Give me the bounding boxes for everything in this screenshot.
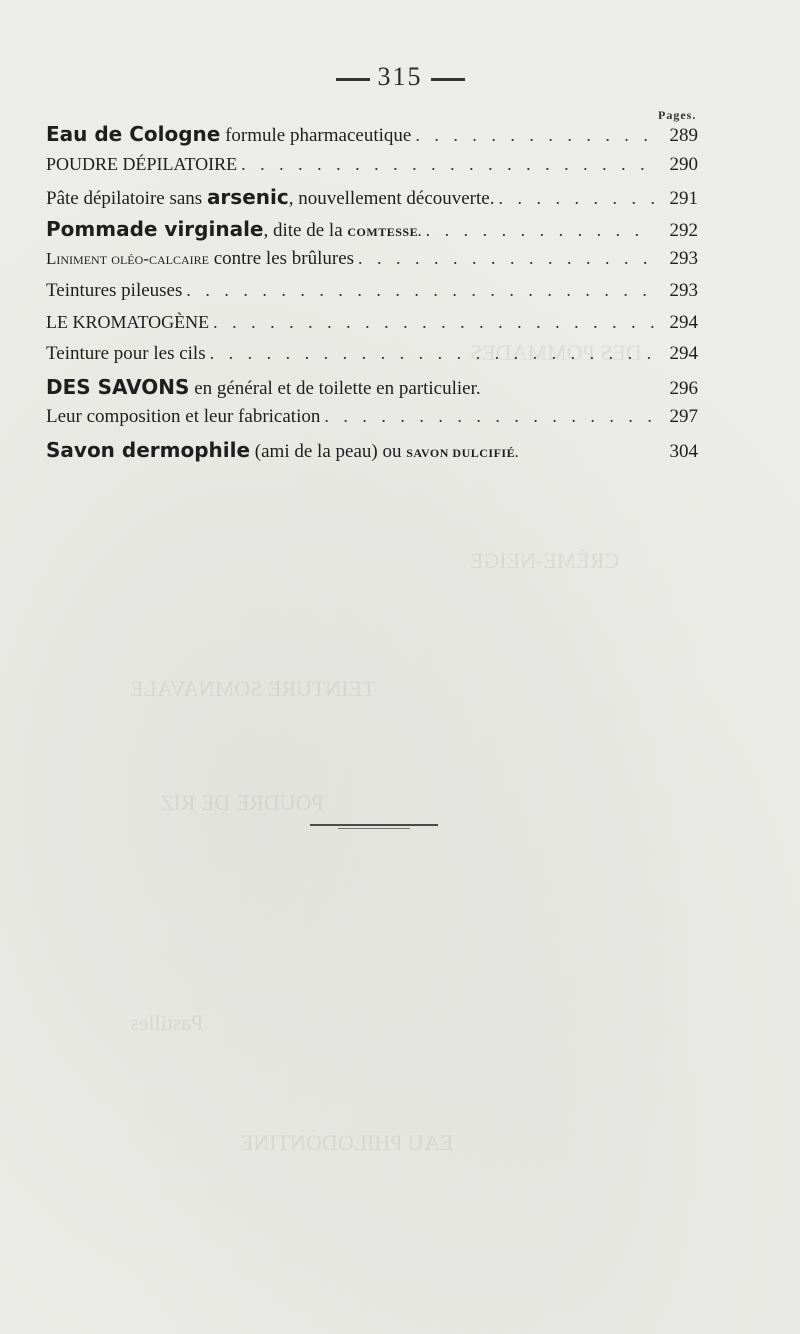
toc-entry <box>46 217 422 242</box>
entry-title: Teinture pour les cils <box>46 343 206 365</box>
toc-row <box>46 312 698 344</box>
show-through-text: CRÈME-NEIGE <box>470 548 620 573</box>
entry-rest: contre les brûlures <box>208 248 355 270</box>
show-through-text: Pastilles <box>130 1010 204 1035</box>
toc-row <box>46 438 698 470</box>
entry-rest: formule pharmaceutique <box>220 125 412 146</box>
entry-title: Savon dermophile <box>46 437 251 462</box>
entry-page-number: 289 <box>669 125 698 146</box>
toc-row <box>46 154 698 186</box>
entry-title: Liniment oléo-calcaire <box>46 249 209 269</box>
entry-page-number: 297 <box>669 406 698 428</box>
section-divider <box>310 824 438 826</box>
toc-entry <box>46 343 206 365</box>
dot-leader <box>426 220 654 241</box>
toc-entry <box>46 438 519 463</box>
dot-leader <box>358 248 654 269</box>
entry-title: Leur composition et leur fabrication <box>46 406 321 428</box>
toc-row <box>46 375 698 407</box>
page-number: 315 <box>377 62 423 91</box>
entry-page-number: 294 <box>669 343 698 365</box>
entry-rest: (ami de la peau) ou <box>250 440 407 462</box>
header-dash-right <box>431 78 465 81</box>
toc-entry <box>46 375 481 400</box>
show-through-text: TEINTURE SOMNAVALE <box>130 676 376 701</box>
dot-leader <box>415 125 654 146</box>
show-through-text: POUDRE DE RIZ <box>160 790 324 815</box>
dot-leader <box>186 280 654 301</box>
header-dash-left <box>336 78 370 81</box>
toc-row <box>46 280 698 312</box>
entry-caps: SAVON DULCIFIÉ. <box>406 445 519 460</box>
entry-title: Eau de Cologne <box>46 122 221 146</box>
entry-page-number: 293 <box>669 248 698 270</box>
toc-row <box>46 122 698 154</box>
dot-leader <box>324 406 654 427</box>
entry-prefix: Pâte dépilatoire sans <box>46 188 207 210</box>
page-header <box>0 62 800 92</box>
entry-page-number: 296 <box>669 377 698 399</box>
entry-page-number: 290 <box>669 153 698 175</box>
dot-leader <box>213 312 654 333</box>
table-of-contents <box>46 122 698 470</box>
entry-page-number: 292 <box>669 219 698 241</box>
entry-rest: , dite de la <box>263 219 348 241</box>
section-divider-thin <box>338 828 410 829</box>
entry-title: LE KROMATOGÈNE <box>46 311 210 332</box>
entry-rest: , nouvellement découverte. <box>288 188 495 210</box>
entry-caps: COMTESSE. <box>347 224 422 239</box>
dot-leader <box>210 343 654 364</box>
toc-entry <box>46 122 411 147</box>
toc-entry <box>46 154 237 176</box>
toc-row <box>46 217 698 249</box>
toc-entry <box>46 406 320 428</box>
entry-title: arsenic <box>206 185 289 210</box>
show-through-text: DES POMMADES <box>470 340 642 365</box>
pages-column-label: Pages. <box>658 108 697 122</box>
entry-page-number: 291 <box>669 188 698 210</box>
toc-entry <box>46 248 354 270</box>
entry-rest: en général et de toilette en particulier. <box>189 377 481 399</box>
dot-leader <box>241 154 654 175</box>
toc-row <box>46 343 698 375</box>
show-through-text: EAU PHILODONTINE <box>240 1130 454 1155</box>
toc-entry <box>46 185 494 210</box>
toc-entry <box>46 312 209 334</box>
dot-leader <box>498 188 654 209</box>
toc-row <box>46 185 698 217</box>
entry-page-number: 304 <box>669 440 698 462</box>
entry-title: DES SAVONS <box>46 374 190 399</box>
entry-page-number: 294 <box>669 311 698 333</box>
entry-title: Pommade virginale <box>46 216 264 241</box>
entry-title: Teintures pileuses <box>46 279 183 301</box>
entry-page-number: 293 <box>669 279 698 301</box>
entry-title: POUDRE DÉPILATOIRE <box>46 153 238 174</box>
toc-row <box>46 248 698 280</box>
toc-row <box>46 406 698 438</box>
toc-entry <box>46 280 182 302</box>
